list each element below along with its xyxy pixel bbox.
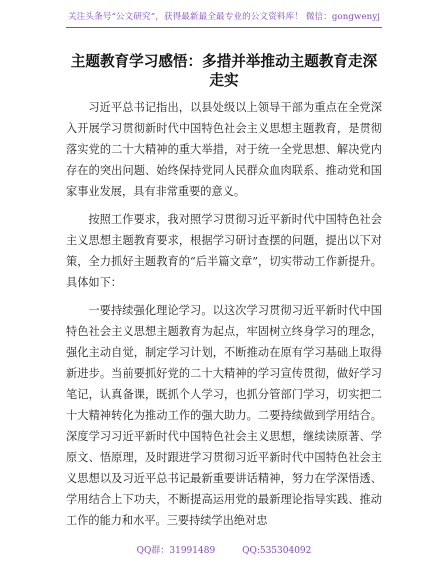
document-body	[66, 97, 382, 538]
footer-qq-contact: QQ:535304092	[242, 546, 312, 556]
paragraph-requirements: 按照工作要求，我对照学习贯彻习近平新时代中国特色社会主义思想主题教育要求，根据学习研讨查摆的问题，提出以下对策，全力抓好主题教育的“后半篇文章”，切实带动工作新提升。具体如下：	[66, 213, 382, 289]
header-divider	[66, 27, 382, 28]
footer	[0, 543, 448, 556]
header-banner: 关注头条号“公文研究”，获得最新最全最专业的公文资料库！ 微信：gongwenyj	[67, 12, 381, 22]
footer-qq-group: QQ群：31991489	[136, 546, 216, 556]
paragraph-measures: 一要持续强化理论学习。以这次学习贯彻习近平新时代中国特色社会主义思想主题教育为起点，牢固树立终身学习的理念，强化主动自觉，制定学习计划，不断推动在原有学习基础上取得新进步。当前要抓好党的二十大精神的学习宣传贯彻，做好学习笔记，认真备课，既抓个人学习，也抓分管部门学习，切实把二十大精神转化为推动工作的强大助力。二要持续做到学用结合。深度学习习近平新时代中国特色社会主义思想，继续读原著、学原文、悟原理，及时跟进学习贯彻习近平新时代中国特色社会主义思想以及习近平总书记最新重要讲话精神，努力在学深悟透、学用结合上下功夫，不断提高运用党的最新理论指导实践、推动工作的能力和水平。三要持续学出绝对忠	[66, 304, 382, 527]
document-title: 主题教育学习感悟：多措并举推动主题教育走深走实	[70, 53, 378, 89]
paragraph-intro: 习近平总书记指出，以县处级以上领导干部为重点在全党深入开展学习贯彻新时代中国特色社会主义思想主题教育，是贯彻落实党的二十大精神的重大举措，对于统一全党思想、解决党内存在的突出问题、始终保持党同人民群众血肉联系、推动党和国家事业发展，具有非常重要的意义。	[66, 101, 382, 198]
